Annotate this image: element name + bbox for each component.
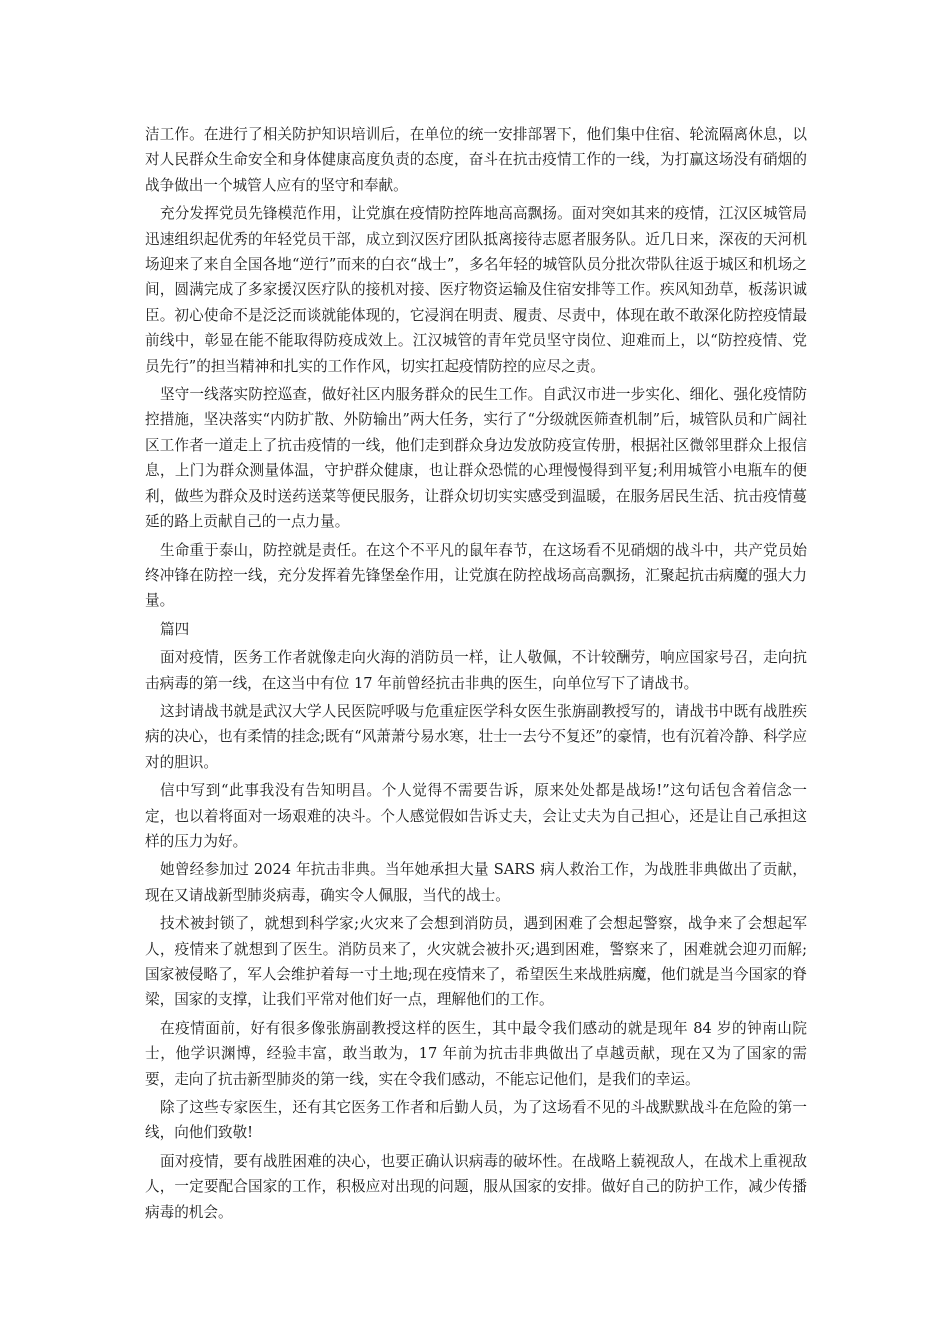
paragraph: 坚守一线落实防控巡查，做好社区内服务群众的民生工作。自武汉市进一步实化、细化、强化疫情防控措施，坚决落实“内防扩散、外防输出”两大任务，实行了“分级就医筛查机制”后，城管队员和广阔社区工作者一道走上了抗击疫情的一线，他们走到群众身边发放防疫宣传册，根据社区微邻里群众上报信息，上门为群众测量体温，守护群众健康，也让群众恐慌的心理慢慢得到平复;利用城管小电瓶车的便利，做些为群众及时送药送菜等便民服务，让群众切切实实感受到温暖，在服务居民生活、抗击疫情蔓延的路上贡献自己的一点力量。 xyxy=(145,386,807,531)
paragraph: 充分发挥党员先锋模范作用，让党旗在疫情防控阵地高高飘扬。面对突如其来的疫情，江汉区城管局迅速组织起优秀的年轻党员干部，成立到汉医疗团队抵离接待志愿者服务队。近几日来，深夜的天河机场迎来了来自全国各地“逆行”而来的白衣“战士”，多名年轻的城管队员分批次带队往返于城区和机场之间，圆满完成了多家援汉医疗队的接机对接、医疗物资运输及住宿安排等工作。疾风知劲草，板荡识诚臣。初心使命不是泛泛而谈就能体现的，它浸润在明责、履责、尽责中，体现在敢不敢深化防控疫情最前线中，彰显在能不能取得防疫成效上。江汉城管的青年党员坚守岗位、迎难而上，以“防控疫情、党员先行”的担当精神和扎实的工作作风，切实扛起疫情防控的应尽之责。 xyxy=(145,205,807,375)
paragraph: 除了这些专家医生，还有其它医务工作者和后勤人员，为了这场看不见的斗战默默战斗在危险的第一线，向他们致敬! xyxy=(145,1099,807,1142)
paragraph: 信中写到“此事我没有告知明昌。个人觉得不需要告诉，原来处处都是战场!”这句话包含着信念一定，也以着将面对一场艰难的决斗。个人感觉假如告诉丈夫，会让丈夫为自己担心，还是让自己承担这样的压力为好。 xyxy=(145,782,807,850)
document-page xyxy=(145,122,807,1228)
paragraph: 她曾经参加过 2024 年抗击非典。当年她承担大量 SARS 病人救治工作，为战胜非典做出了贡献，现在又请战新型肺炎病毒，确实令人佩服，当代的战士。 xyxy=(145,861,807,904)
paragraph: 生命重于泰山，防控就是责任。在这个不平凡的鼠年春节，在这场看不见硝烟的战斗中，共产党员始终冲锋在防控一线，充分发挥着先锋堡垒作用，让党旗在防控战场高高飘扬，汇聚起抗击病魔的强大力量。 xyxy=(145,541,807,610)
paragraph: 面对疫情，医务工作者就像走向火海的消防员一样，让人敬佩，不计较酬劳，响应国家号召，走向抗击病毒的第一线，在这当中有位 17 年前曾经抗击非典的医生，向单位写下了请战书。 xyxy=(145,649,807,692)
paragraph: 这封请战书就是武汉大学人民医院呼吸与危重症医学科女医生张旃副教授写的，请战书中既有战胜疾病的决心，也有柔情的挂念;既有“风萧萧兮易水寒，壮士一去兮不复还”的豪情，也有沉着冷静、科学应对的胆识。 xyxy=(145,702,807,771)
paragraph: 技术被封锁了，就想到科学家;火灾来了会想到消防员，遇到困难了会想起警察，战争来了会想起军人，疫情来了就想到了医生。消防员来了，火灾就会被扑灭;遇到困难，警察来了，困难就会迎刃而解;国家被侵略了，军人会维护着每一寸土地;现在疫情来了，希望医生来战胜病魔，他们就是当今国家的脊梁，国家的支撑，让我们平常对他们好一点，理解他们的工作。 xyxy=(145,915,807,1009)
section-heading: 篇四 xyxy=(160,620,190,638)
paragraph: 洁工作。在进行了相关防护知识培训后，在单位的统一安排部署下，他们集中住宿、轮流隔离休息，以对人民群众生命安全和身体健康高度负责的态度，奋斗在抗击疫情工作的一线，为打赢这场没有硝烟的战争做出一个城管人应有的坚守和奉献。 xyxy=(145,126,807,194)
paragraph: 在疫情面前，好有很多像张旃副教授这样的医生，其中最令我们感动的就是现年 84 岁的钟南山院士，他学识渊博，经验丰富，敢当敢为，17 年前为抗击非典做出了卓越贡献，现在又为了国家的需要，走向了抗击新型肺炎的第一线，实在令我们感动，不能忘记他们，是我们的幸运。 xyxy=(145,1019,807,1088)
paragraph: 面对疫情，要有战胜困难的决心，也要正确认识病毒的破坏性。在战略上藐视敌人，在战术上重视敌人，一定要配合国家的工作，积极应对出现的问题，服从国家的安排。做好自己的防护工作，减少传播病毒的机会。 xyxy=(145,1152,807,1221)
